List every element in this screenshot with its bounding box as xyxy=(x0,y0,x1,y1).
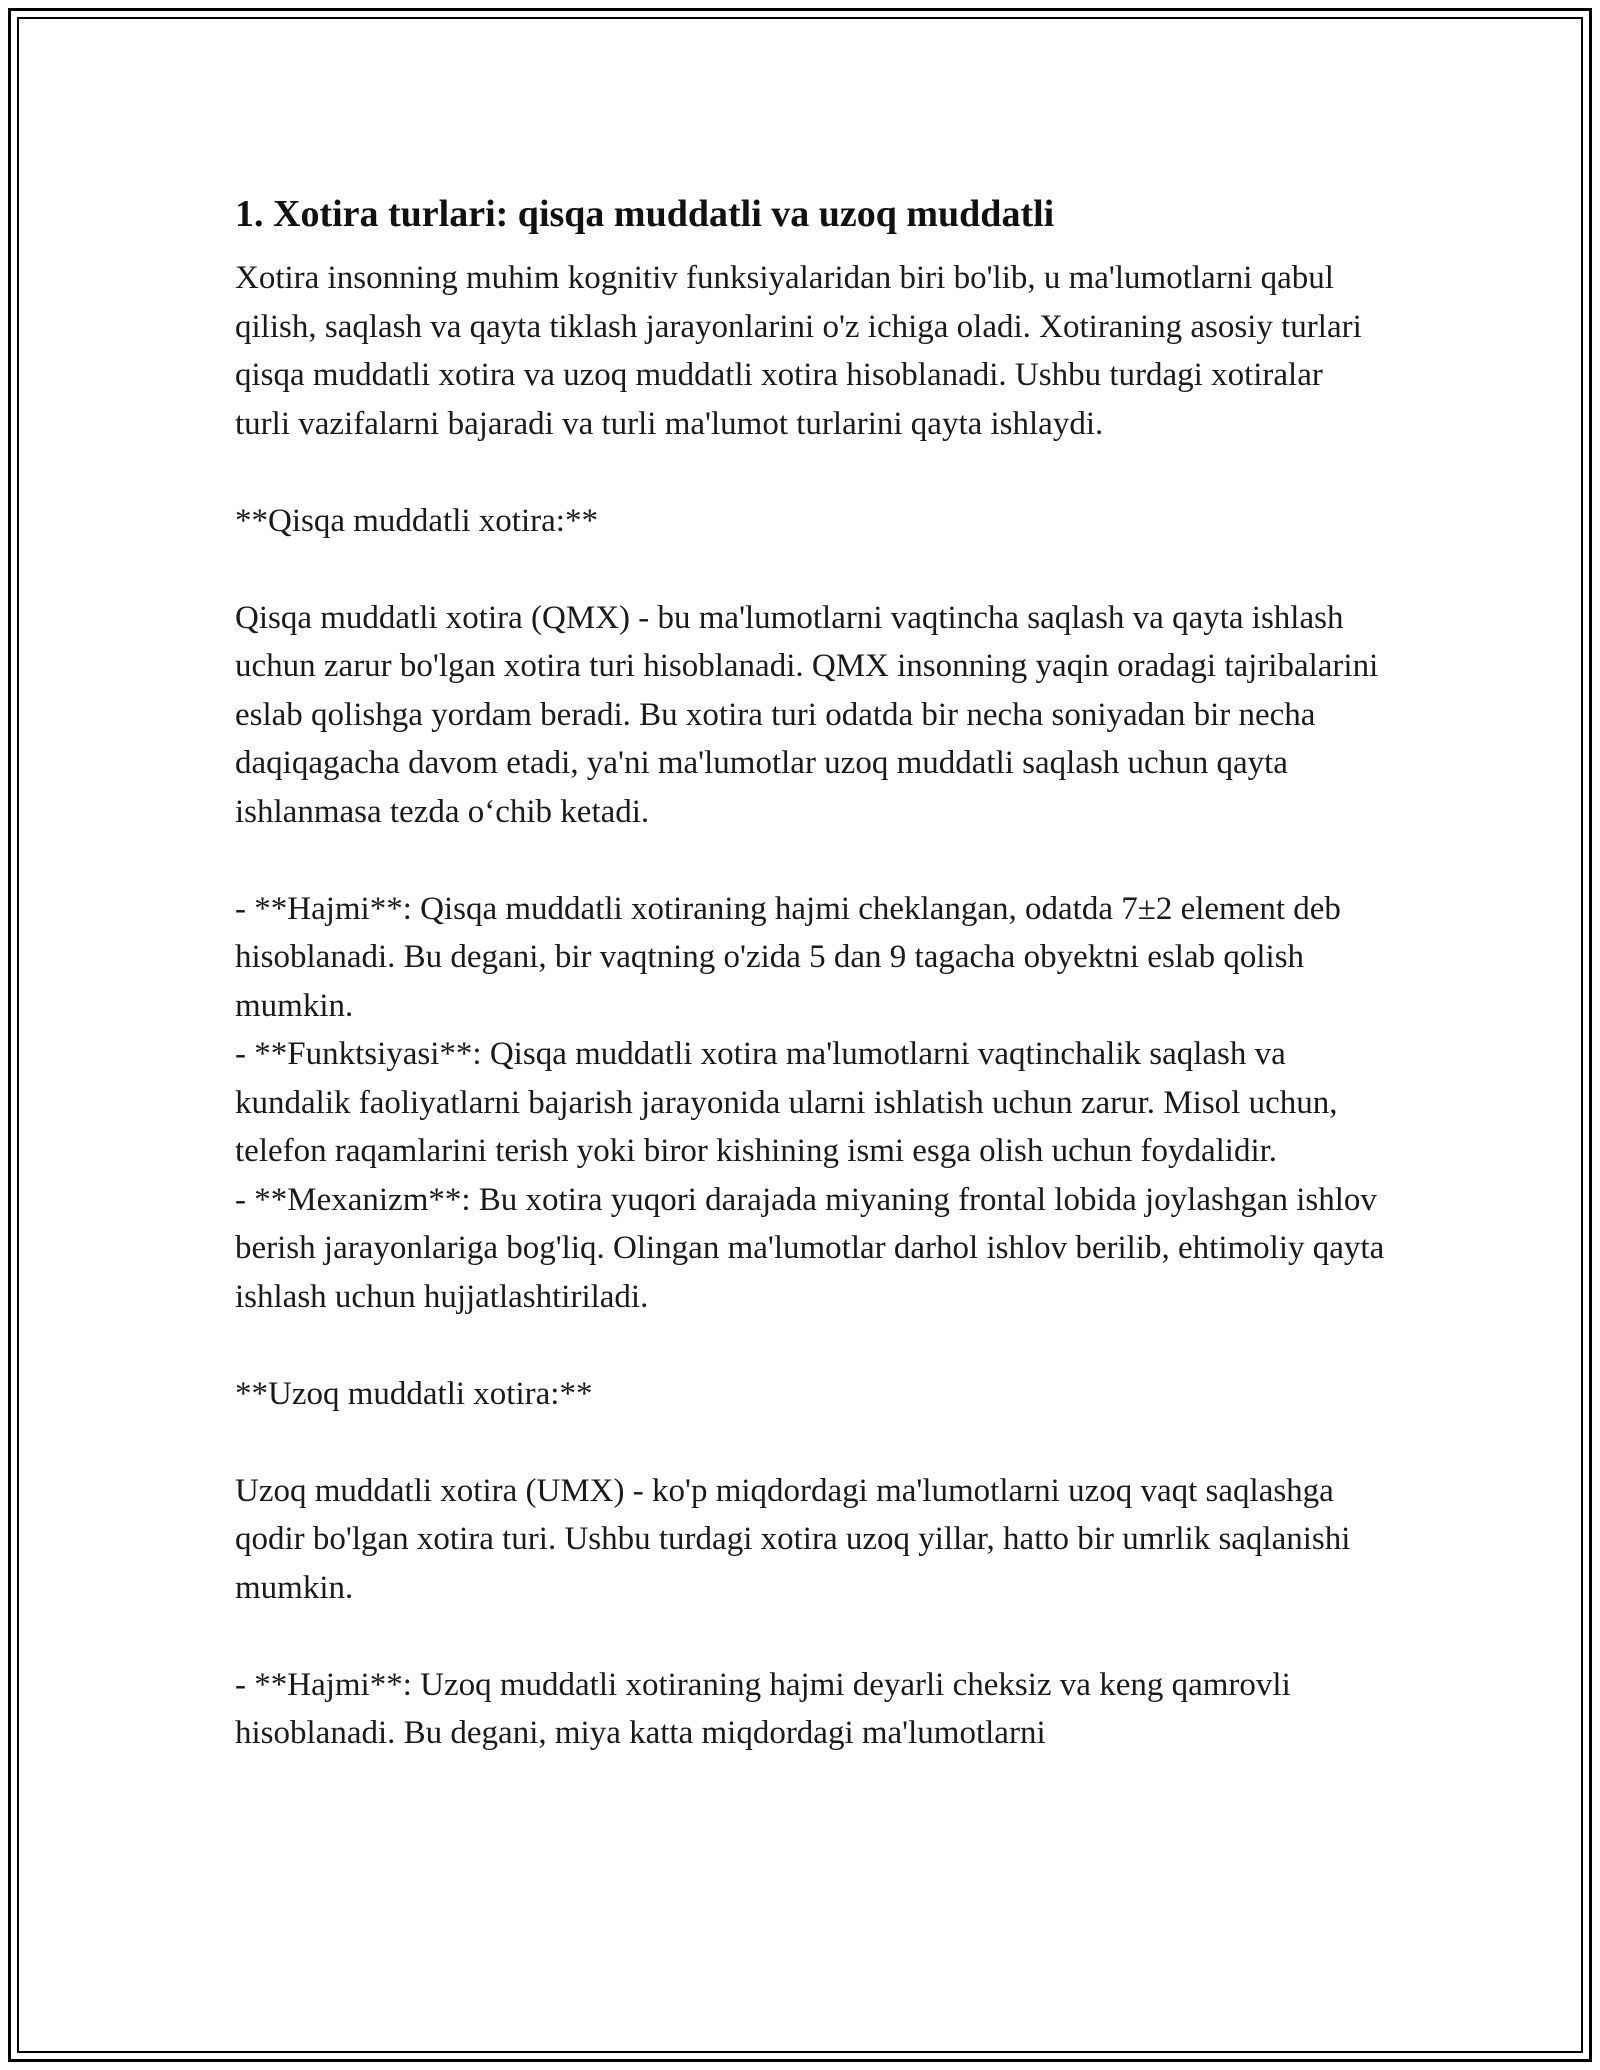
paragraph-gap xyxy=(235,1418,1385,1467)
short-term-mechanism-item: - **Mexanizm**: Bu xotira yuqori darajada miyaning frontal lobida joylashgan ishlov berish jarayonlariga bog'liq. Olingan ma'lumotlar darhol ishlov berilib, ehtimoliy qayta ishlash uchun hujjatlashtiriladi. xyxy=(235,1181,1385,1315)
intro-paragraph: Xotira insonning muhim kognitiv funksiyalaridan biri bo'lib, u ma'lumotlarni qabul qilish, saqlash va qayta tiklash jarayonlarini o'z ichiga oladi. Xotiraning asosiy turlari qisqa muddatli xotira va uzoq muddatli xotira hisoblanadi. Ushbu turdagi xotiralar turli vazifalarni bajaradi va turli ma'lumot turlarini qayta ishlaydi. xyxy=(235,260,1362,442)
paragraph-gap xyxy=(235,1321,1385,1370)
short-term-capacity-item: - **Hajmi**: Qisqa muddatli xotiraning hajmi cheklangan, odatda 7±2 element deb hisoblanadi. Bu degani, bir vaqtning o'zida 5 dan 9 tagacha obyektni eslab qolish mumkin. xyxy=(235,890,1341,1024)
paragraph-gap xyxy=(235,448,1385,497)
long-term-capacity-item: - **Hajmi**: Uzoq muddatli xotiraning hajmi deyarli cheksiz va keng qamrovli hisoblanadi. Bu degani, miya katta miqdordagi ma'lumotlarni xyxy=(235,1666,1291,1751)
short-term-paragraph: Qisqa muddatli xotira (QMX) - bu ma'lumotlarni vaqtincha saqlash va qayta ishlash uchun zarur bo'lgan xotira turi hisoblanadi. QMX insonning yaqin oradagi tajribalarini eslab qolishga yordam beradi. Bu xotira turi odatda bir necha soniyadan bir necha daqiqagacha davom etadi, ya'ni ma'lumotlar uzoq muddatli saqlash uchun qayta ishlanmasa tezda o‘chib ketadi. xyxy=(235,599,1379,830)
paragraph-gap xyxy=(235,545,1385,594)
document-body xyxy=(235,188,1385,1758)
long-term-paragraph: Uzoq muddatli xotira (UMX) - ko'p miqdordagi ma'lumotlarni uzoq vaqt saqlashga qodir bo'lgan xotira turi. Ushbu turdagi xotira uzoq yillar, hatto bir umrlik saqlanishi mumkin. xyxy=(235,1472,1351,1606)
short-term-heading: **Qisqa muddatli xotira:** xyxy=(235,502,598,539)
paragraph-gap xyxy=(235,836,1385,885)
long-term-heading: **Uzoq muddatli xotira:** xyxy=(235,1375,593,1412)
paragraph-gap xyxy=(235,1612,1385,1661)
short-term-function-item: - **Funktsiyasi**: Qisqa muddatli xotira ma'lumotlarni vaqtinchalik saqlash va kundalik faoliyatlarni bajarish jarayonida ularni ishlatish uchun zarur. Misol uchun, telefon raqamlarini terish yoki biror kishining ismi esga olish uchun foydalidir. xyxy=(235,1036,1338,1169)
section-title: 1. Xotira turlari: qisqa muddatli va uzoq muddatli xyxy=(235,193,1055,235)
